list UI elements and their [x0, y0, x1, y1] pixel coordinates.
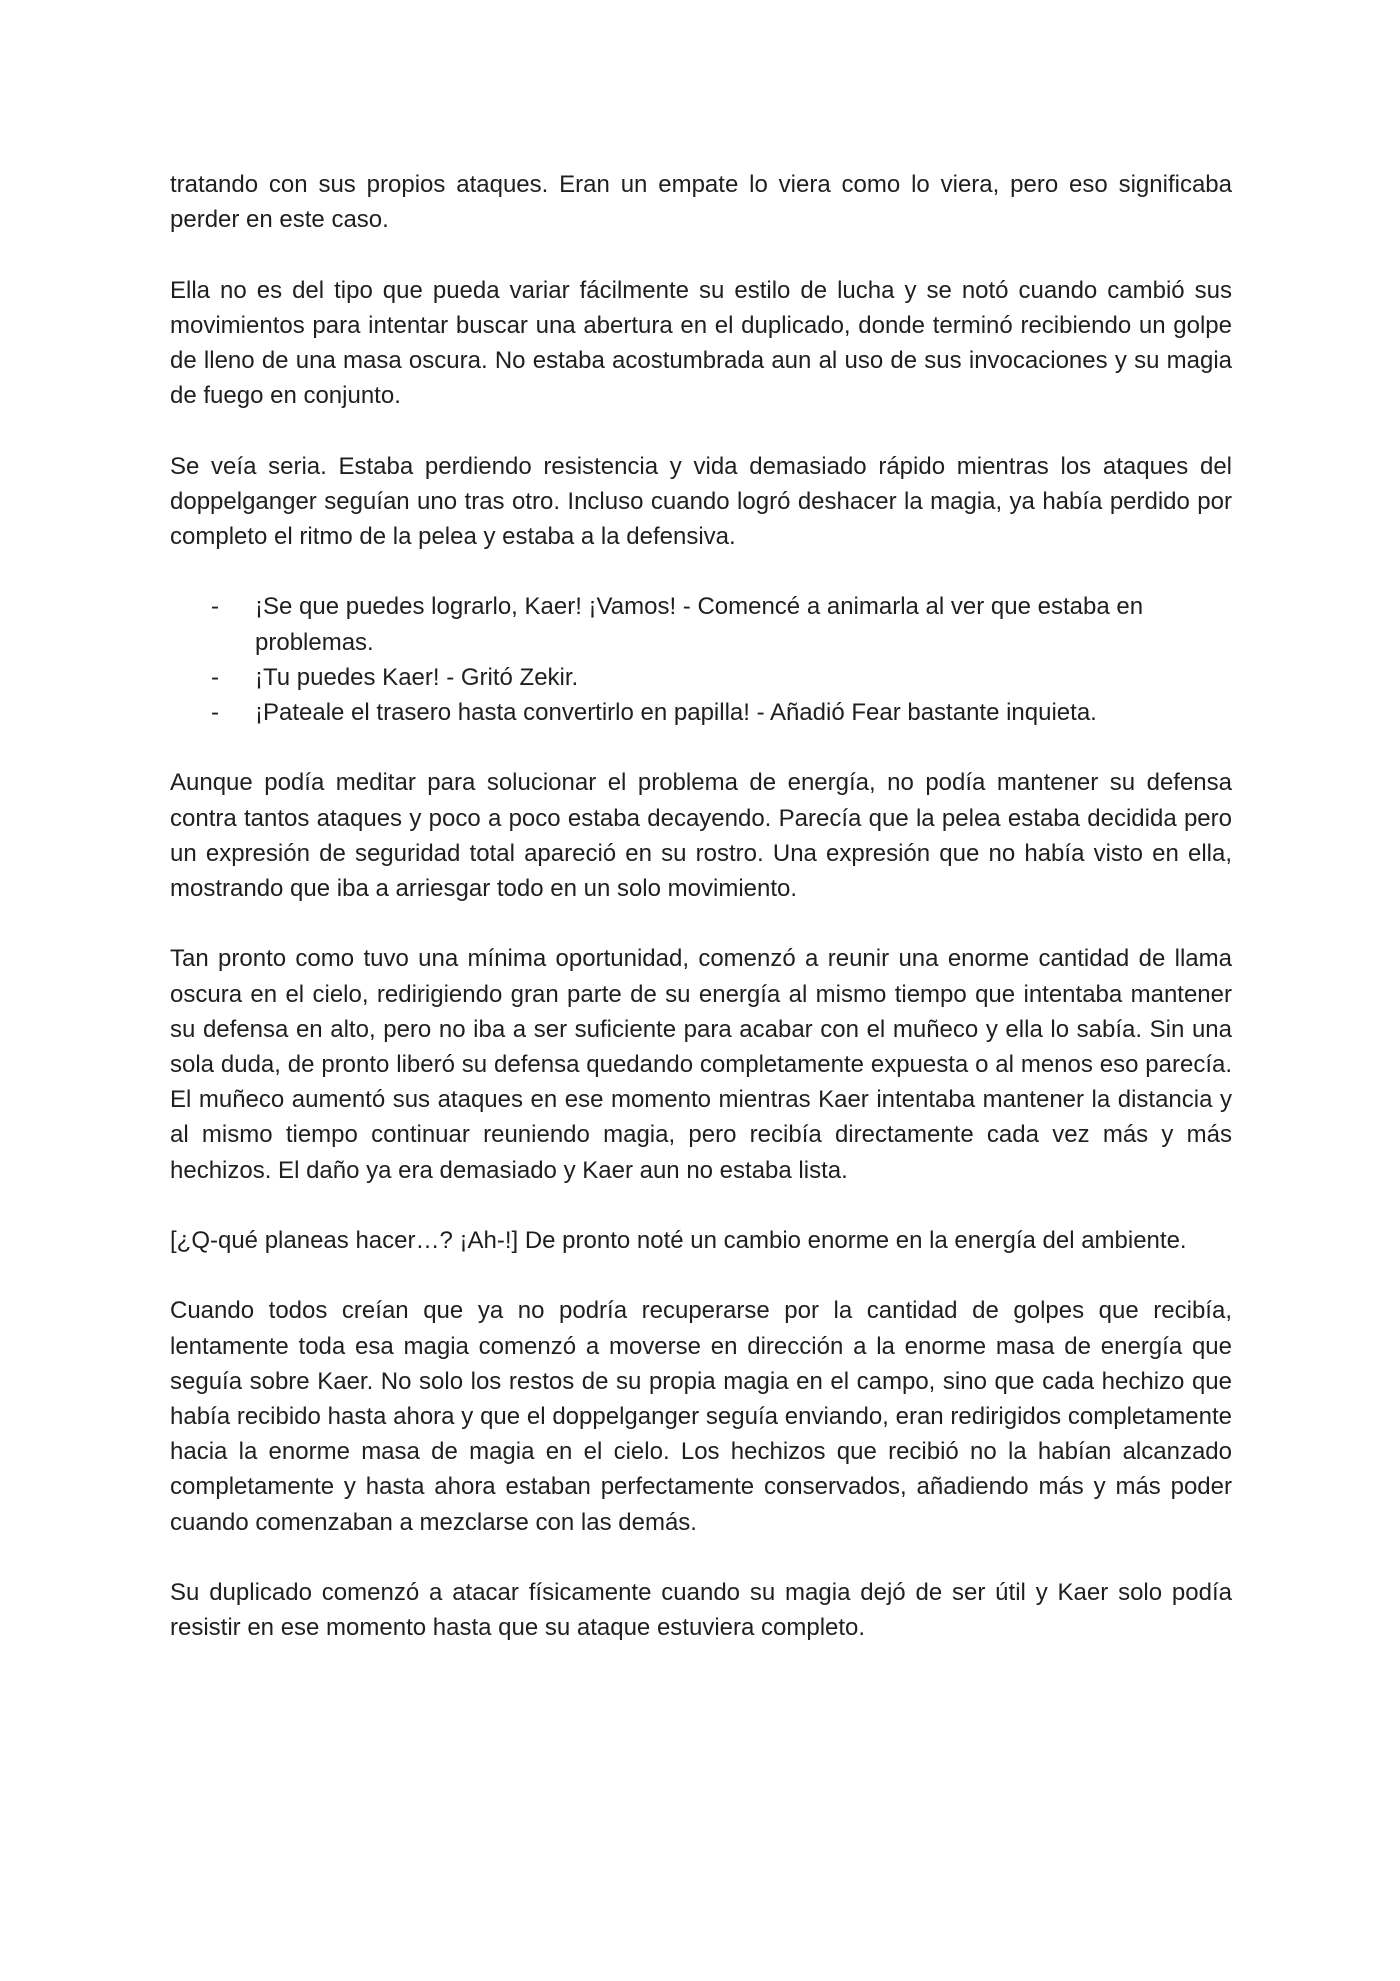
dialogue-dash: - [211, 593, 219, 621]
paragraph: Tan pronto como tuvo una mínima oportunidad, comenzó a reunir una enorme cantidad de llama oscura en el cielo, redirigiendo gran parte de su energía al mismo tiempo que intentaba mantener su defensa en alto, pero no iba a ser suficiente para acabar con el muñeco y ella lo sabía. Sin una sola duda, de pronto liberó su defensa quedando completamente expuesta o al menos eso parecía. El muñeco aumentó sus ataques en ese momento mientras Kaer intentaba mantener la distancia y al mismo tiempo continuar reuniendo magia, pero recibía directamente cada vez más y más hechizos. El daño ya era demasiado y Kaer aun no estaba lista. [170, 945, 1232, 1184]
document-body [170, 167, 1232, 1681]
dialogue-text: ¡Se que puedes lograrlo, Kaer! ¡Vamos! - Comencé a animarla al ver que estaba en problemas. [255, 593, 1144, 656]
paragraph: Ella no es del tipo que pueda variar fácilmente su estilo de lucha y se notó cuando cambió sus movimientos para intentar buscar una abertura en el duplicado, donde terminó recibiendo un golpe de lleno de una masa oscura. No estaba acostumbrada aun al uso de sus invocaciones y su magia de fuego en conjunto. [170, 276, 1232, 410]
paragraph: tratando con sus propios ataques. Eran un empate lo viera como lo viera, pero eso significaba perder en este caso. [170, 171, 1232, 234]
dialogue-text: ¡Pateale el trasero hasta convertirlo en papilla! - Añadió Fear bastante inquieta. [255, 699, 1097, 726]
dialogue-line [170, 695, 1232, 730]
dialogue-list [170, 589, 1232, 730]
dialogue-line [170, 660, 1232, 695]
paragraph: [¿Q-qué planeas hacer…? ¡Ah-!] De pronto noté un cambio enorme en la energía del ambiente. [170, 1227, 1187, 1254]
paragraph: Su duplicado comenzó a atacar físicamente cuando su magia dejó de ser útil y Kaer solo podía resistir en ese momento hasta que su ataque estuviera completo. [170, 1579, 1232, 1642]
paragraph: Cuando todos creían que ya no podría recuperarse por la cantidad de golpes que recibía, lentamente toda esa magia comenzó a moverse en dirección a la enorme masa de energía que seguía sobre Kaer. No solo los restos de su propia magia en el campo, sino que cada hechizo que había recibido hasta ahora y que el doppelganger seguía enviando, eran redirigidos completamente hacia la enorme masa de magia en el cielo. Los hechizos que recibió no la habían alcanzado completamente y hasta ahora estaban perfectamente conservados, añadiendo más y más poder cuando comenzaban a mezclarse con las demás. [170, 1297, 1232, 1536]
dialogue-text: ¡Tu puedes Kaer! - Gritó Zekir. [255, 663, 579, 691]
dialogue-dash: - [211, 663, 219, 691]
dialogue-line [170, 589, 1232, 659]
paragraph: Aunque podía meditar para solucionar el problema de energía, no podía mantener su defensa contra tantos ataques y poco a poco estaba decayendo. Parecía que la pelea estaba decidida pero un expresión de seguridad total apareció en su rostro. Una expresión que no había visto en ella, mostrando que iba a arriesgar todo en un solo movimiento. [170, 769, 1232, 902]
dialogue-dash: - [211, 699, 219, 726]
paragraph: Se veía seria. Estaba perdiendo resistencia y vida demasiado rápido mientras los ataques del doppelganger seguían uno tras otro. Incluso cuando logró deshacer la magia, ya había perdido por completo el ritmo de la pelea y estaba a la defensiva. [170, 452, 1232, 550]
